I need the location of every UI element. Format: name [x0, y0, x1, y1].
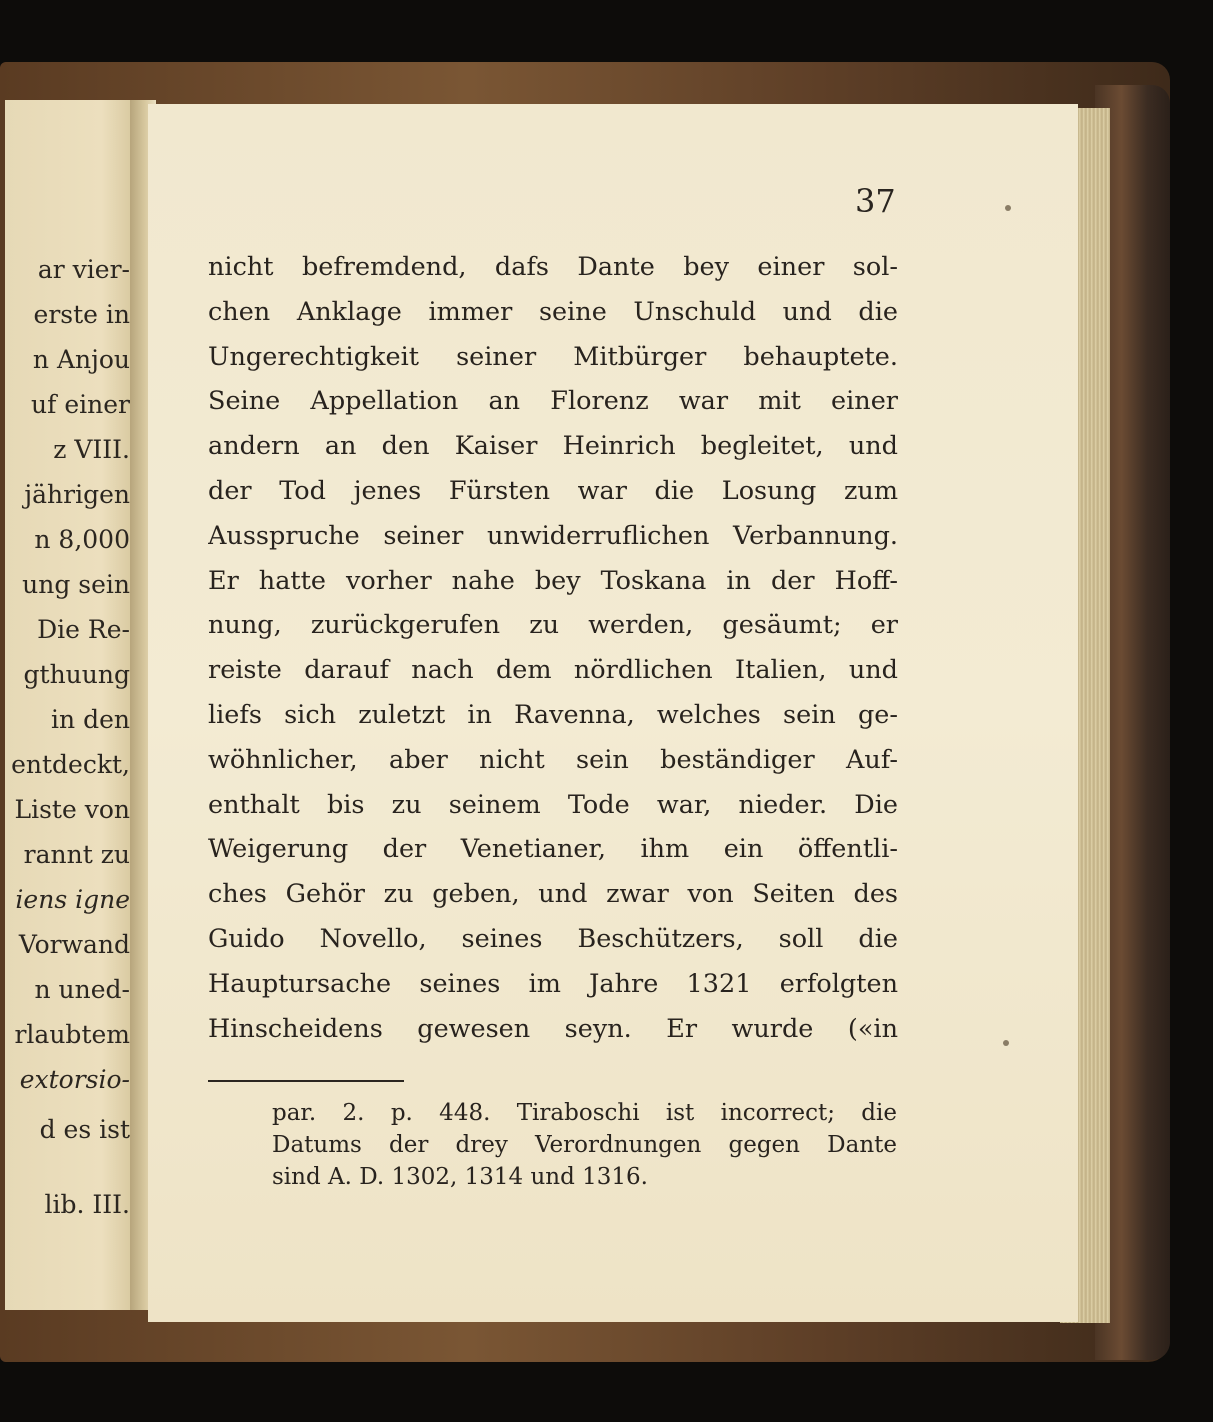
body-line: reiste darauf nach dem nördlichen Italien, und: [208, 655, 898, 686]
left-page-line: jährigen: [24, 480, 130, 509]
left-page-line: Die Re-: [37, 615, 130, 644]
body-line: Ungerechtigkeit seiner Mitbürger behauptete.: [208, 341, 898, 372]
body-line: wöhnlicher, aber nicht sein beständiger Auf-: [208, 744, 898, 775]
body-line: nung, zurückgerufen zu werden, gesäumt; er: [208, 610, 898, 641]
left-page-line: z VIII.: [53, 435, 130, 464]
left-page-line: lib. III.: [44, 1190, 130, 1219]
left-page-line: in den: [51, 705, 130, 734]
body-line: Ausspruche seiner unwiderruflichen Verbannung.: [208, 520, 898, 551]
body-line: Er hatte vorher nahe bey Toskana in der Hoff-: [208, 565, 898, 596]
body-line: chen Anklage immer seine Unschuld und die: [208, 296, 898, 327]
body-line: ches Gehör zu geben, und zwar von Seiten des: [208, 879, 898, 910]
footnote-line: par. 2. p. 448. Tiraboschi ist incorrect; die: [272, 1100, 897, 1126]
footnote-line: sind A. D. 1302, 1314 und 1316.: [272, 1164, 648, 1190]
left-page-line: uf einer: [31, 390, 130, 419]
left-page-line: rlaubtem: [14, 1020, 130, 1049]
body-line: enthalt bis zu seinem Tode war, nieder. Die: [208, 789, 898, 820]
left-page-line: erste in: [33, 300, 130, 329]
left-page-line: extorsio-: [19, 1065, 130, 1094]
left-page-line: n 8,000: [34, 525, 130, 554]
left-page-line: ar vier-: [37, 255, 130, 284]
footnote-line: Datums der drey Verordnungen gegen Dante: [272, 1132, 897, 1158]
body-line: Weigerung der Venetianer, ihm ein öffentli-: [208, 834, 898, 865]
left-page-line: entdeckt,: [11, 750, 130, 779]
left-page-line: iens igne: [15, 885, 130, 914]
left-page-line: d es ist: [39, 1115, 130, 1144]
left-page-line: ung sein: [22, 570, 130, 599]
left-page-line: rannt zu: [23, 840, 130, 869]
body-line: Seine Appellation an Florenz war mit einer: [208, 386, 898, 417]
left-page-line: n Anjou: [32, 345, 130, 374]
footnote-rule: [208, 1080, 404, 1082]
left-page-line: gthuung: [23, 660, 130, 689]
left-page-line: Vorwand: [18, 930, 130, 959]
body-line: Hauptursache seines im Jahre 1321 erfolgten: [208, 968, 898, 999]
left-page: [5, 100, 143, 1310]
paper-speck: [1005, 205, 1011, 211]
body-line: nicht befremdend, dafs Dante bey einer sol-: [208, 252, 898, 282]
body-line: andern an den Kaiser Heinrich begleitet, und: [208, 431, 898, 462]
body-line: liefs sich zuletzt in Ravenna, welches sein ge-: [208, 700, 898, 730]
body-line: Hinscheidens gewesen seyn. Er wurde («in: [208, 1013, 898, 1044]
body-line: Guido Novello, seines Beschützers, soll die: [208, 924, 898, 954]
left-page-line: n uned-: [34, 975, 130, 1004]
page-number: 37: [855, 182, 896, 220]
body-line: der Tod jenes Fürsten war die Losung zum: [208, 476, 898, 506]
paper-speck: [1003, 1040, 1009, 1046]
left-page-line: Liste von: [14, 795, 130, 824]
